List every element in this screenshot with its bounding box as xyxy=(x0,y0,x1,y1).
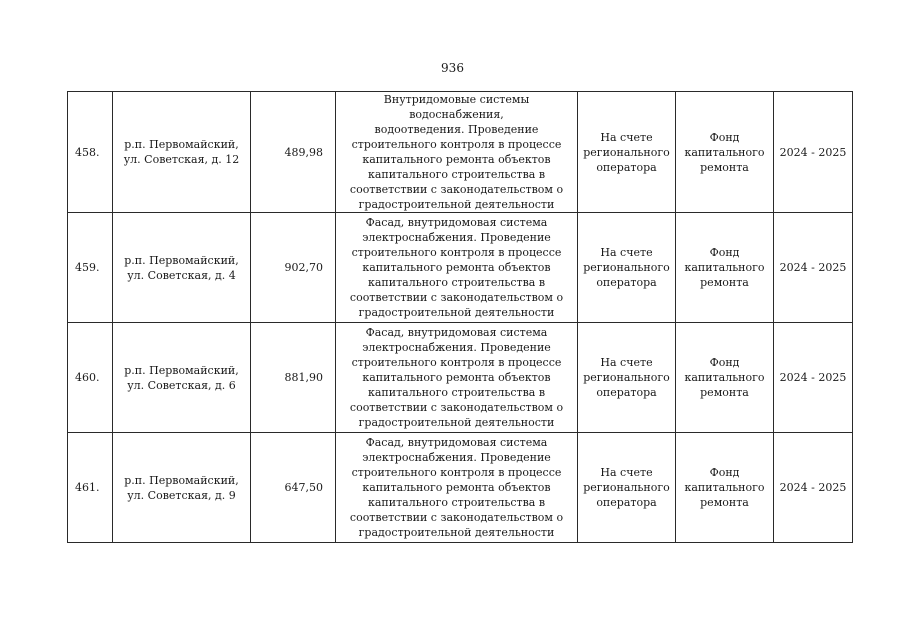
work-description-cell xyxy=(336,323,578,433)
cell-line: Внутридомовые системы водоснабжения, xyxy=(383,93,530,121)
cell-line: р.п. Первомайский, xyxy=(124,363,239,377)
cell-line: капитального ремонта объектов xyxy=(362,371,551,384)
cell-line: соответствии с законодательством о xyxy=(349,291,564,304)
table-row xyxy=(68,213,853,323)
address-cell xyxy=(113,213,251,323)
cost-cell: 881,90 xyxy=(251,323,336,433)
period-cell: 2024 - 2025 xyxy=(774,433,853,543)
cell-line: оператора xyxy=(596,160,657,174)
address-cell xyxy=(113,323,251,433)
account-cell xyxy=(578,213,676,323)
account-cell xyxy=(578,433,676,543)
funding-source-cell xyxy=(676,433,774,543)
cell-line: Фонд xyxy=(709,356,740,369)
cell-line: градостроительной деятельности xyxy=(358,198,555,211)
cell-line: ул. Советская, д. 12 xyxy=(123,153,240,166)
cell-line: р.п. Первомайский, xyxy=(124,138,239,151)
period-cell: 2024 - 2025 xyxy=(774,213,853,323)
cell-line: регионального xyxy=(583,371,670,384)
funding-source-cell xyxy=(676,323,774,433)
cell-line: На счете xyxy=(600,466,653,479)
cell-line: строительного контроля в процессе xyxy=(351,466,562,479)
cell-line: водоотведения. Проведение xyxy=(374,123,539,136)
cell-line: капитального ремонта объектов xyxy=(362,481,551,494)
cell-line: ул. Советская, д. 4 xyxy=(127,268,236,282)
address-cell xyxy=(113,92,251,213)
row-number: 459. xyxy=(68,213,113,323)
cell-line: капитального xyxy=(684,145,765,159)
work-description-cell xyxy=(336,92,578,213)
row-number: 458. xyxy=(68,92,113,213)
funding-source-cell xyxy=(676,213,774,323)
cost-cell: 489,98 xyxy=(251,92,336,213)
table-row xyxy=(68,92,853,213)
table-row xyxy=(68,433,853,543)
work-description-cell xyxy=(336,213,578,323)
cell-line: ремонта xyxy=(700,276,749,289)
cell-line: Фасад, внутридомовая система xyxy=(365,326,548,339)
page-number: 936 xyxy=(441,61,464,75)
cell-line: капитального xyxy=(684,481,765,494)
cell-line: капитального ремонта объектов xyxy=(362,261,551,274)
row-number: 460. xyxy=(68,323,113,433)
period-cell: 2024 - 2025 xyxy=(774,92,853,213)
cell-line: электроснабжения. Проведение xyxy=(362,451,551,464)
cell-line: капитального xyxy=(684,371,765,384)
account-cell xyxy=(578,92,676,213)
cost-cell: 647,50 xyxy=(251,433,336,543)
address-cell xyxy=(113,433,251,543)
cell-line: ремонта xyxy=(700,496,749,509)
cell-line: соответствии с законодательством о xyxy=(349,511,564,524)
table-row xyxy=(68,323,853,433)
cell-line: ул. Советская, д. 9 xyxy=(127,488,236,502)
cell-line: капитального строительства в xyxy=(367,386,546,399)
cell-line: регионального xyxy=(583,261,670,274)
row-number: 461. xyxy=(68,433,113,543)
cell-line: градостроительной деятельности xyxy=(358,416,555,429)
works-table-body xyxy=(68,92,853,543)
cell-line: На счете xyxy=(600,356,653,369)
cell-line: капитального строительства в xyxy=(367,276,546,289)
cell-line: На счете xyxy=(600,246,653,259)
cell-line: регионального xyxy=(583,145,670,159)
cell-line: градостроительной деятельности xyxy=(358,526,555,539)
cell-line: градостроительной деятельности xyxy=(358,306,555,319)
period-cell: 2024 - 2025 xyxy=(774,323,853,433)
works-table xyxy=(67,91,853,543)
cell-line: оператора xyxy=(596,386,657,399)
account-cell xyxy=(578,323,676,433)
cell-line: строительного контроля в процессе xyxy=(351,246,562,259)
cell-line: капитального ремонта объектов xyxy=(362,153,551,166)
cost-cell: 902,70 xyxy=(251,213,336,323)
cell-line: соответствии с законодательством о xyxy=(349,401,564,414)
cell-line: р.п. Первомайский, xyxy=(124,253,239,267)
cell-line: электроснабжения. Проведение xyxy=(362,341,551,354)
cell-line: Фасад, внутридомовая система xyxy=(365,436,548,449)
cell-line: Фонд xyxy=(709,466,740,479)
cell-line: Фасад, внутридомовая система xyxy=(365,216,548,229)
cell-line: соответствии с законодательством о xyxy=(349,183,564,196)
cell-line: Фонд xyxy=(709,246,740,259)
cell-line: оператора xyxy=(596,496,657,509)
cell-line: строительного контроля в процессе xyxy=(351,356,562,369)
cell-line: регионального xyxy=(583,481,670,494)
cell-line: ремонта xyxy=(700,160,749,174)
cell-line: капитального строительства в xyxy=(367,168,546,181)
funding-source-cell xyxy=(676,92,774,213)
cell-line: капитального xyxy=(684,261,765,274)
cell-line: ул. Советская, д. 6 xyxy=(127,378,236,392)
cell-line: ремонта xyxy=(700,386,749,399)
cell-line: электроснабжения. Проведение xyxy=(362,231,551,244)
cell-line: оператора xyxy=(596,276,657,289)
work-description-cell xyxy=(336,433,578,543)
cell-line: р.п. Первомайский, xyxy=(124,473,239,487)
cell-line: капитального строительства в xyxy=(367,496,546,509)
cell-line: Фонд xyxy=(709,130,740,144)
cell-line: строительного контроля в процессе xyxy=(351,138,562,151)
cell-line: На счете xyxy=(600,130,653,144)
